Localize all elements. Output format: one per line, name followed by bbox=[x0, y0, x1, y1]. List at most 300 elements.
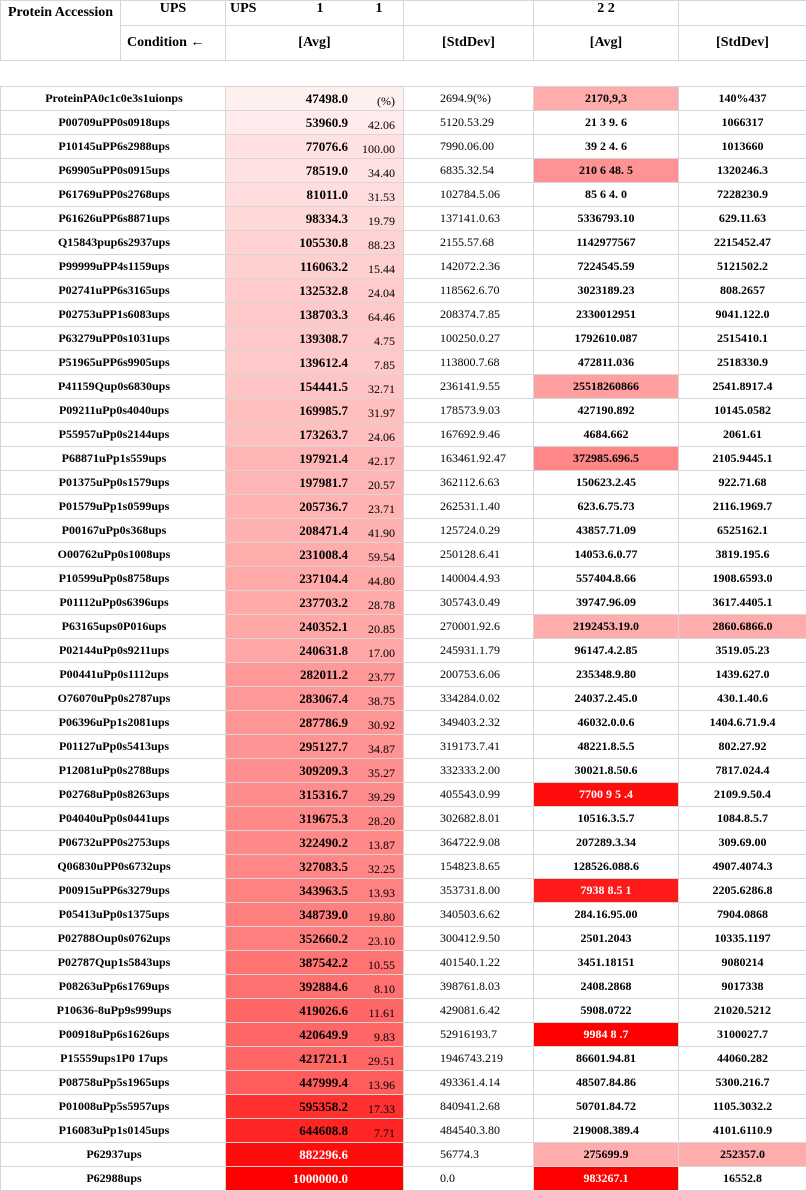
stddev-cell-1: 142072.2.36 bbox=[404, 255, 534, 279]
accession-cell: O00762uPp0s1008ups bbox=[1, 543, 226, 567]
cv-percent: 24.04 bbox=[368, 286, 395, 301]
stddev-cell-2: 3519.05.23 bbox=[679, 639, 806, 663]
stddev-cell-1: 118562.6.70 bbox=[404, 279, 534, 303]
table-row bbox=[1, 855, 806, 879]
stddev-cell-1: 262531.1.40 bbox=[404, 495, 534, 519]
avg-cell-1 bbox=[226, 543, 404, 567]
avg-cell-1 bbox=[226, 879, 404, 903]
ups-label: UPS bbox=[230, 1, 256, 16]
avg-value: 81011.0 bbox=[226, 187, 348, 203]
cv-percent: 15.44 bbox=[368, 262, 395, 277]
avg-cell-2: 50701.84.72 bbox=[534, 1095, 679, 1119]
avg-cell-1 bbox=[226, 831, 404, 855]
cv-percent: 42.17 bbox=[368, 454, 395, 469]
avg-cell-1 bbox=[226, 639, 404, 663]
table-row bbox=[1, 1119, 806, 1143]
avg-cell-1 bbox=[226, 159, 404, 183]
stddev-cell-1: 208374.7.85 bbox=[404, 303, 534, 327]
avg-cell-2: 557404.8.66 bbox=[534, 567, 679, 591]
stddev-cell-1: 429081.6.42 bbox=[404, 999, 534, 1023]
stddev-cell-2: 7904.0868 bbox=[679, 903, 806, 927]
avg-value: 138703.3 bbox=[226, 307, 348, 323]
accession-cell: Q06830uPP0s6732ups bbox=[1, 855, 226, 879]
stddev-cell-2: 21020.5212 bbox=[679, 999, 806, 1023]
accession-cell: P04040uPp0s0441ups bbox=[1, 807, 226, 831]
accession-cell: ProteinPA0c1c0e3s1uionps bbox=[1, 87, 226, 111]
table-row bbox=[1, 495, 806, 519]
avg-cell-2: 43857.71.09 bbox=[534, 519, 679, 543]
table-row bbox=[1, 351, 806, 375]
stddev-cell-1: 305743.0.49 bbox=[404, 591, 534, 615]
avg-cell-2: 150623.2.45 bbox=[534, 471, 679, 495]
avg-cell-2: 39 2 4. 6 bbox=[534, 135, 679, 159]
cv-percent: 100.00 bbox=[362, 142, 395, 157]
avg-cell-1 bbox=[226, 951, 404, 975]
accession-cell: P00709uPP0s0918ups bbox=[1, 111, 226, 135]
stddev-cell-1: 100250.0.27 bbox=[404, 327, 534, 351]
table-row bbox=[1, 423, 806, 447]
cv-percent: 39.29 bbox=[368, 790, 395, 805]
avg-cell-1 bbox=[226, 615, 404, 639]
cv-percent: 31.53 bbox=[368, 190, 395, 205]
avg-cell-1 bbox=[226, 495, 404, 519]
avg-cell-2: 983267.1 bbox=[534, 1167, 679, 1191]
cv-percent: 20.85 bbox=[368, 622, 395, 637]
avg-value: 231008.4 bbox=[226, 547, 348, 563]
avg-cell-1 bbox=[226, 927, 404, 951]
avg-value: 53960.9 bbox=[226, 115, 348, 131]
accession-cell: P51965uPP6s9905ups bbox=[1, 351, 226, 375]
stddev-cell-2: 802.27.92 bbox=[679, 735, 806, 759]
avg-value: 169985.7 bbox=[226, 403, 348, 419]
stddev-cell-1: 398761.8.03 bbox=[404, 975, 534, 999]
avg-cell-1 bbox=[226, 591, 404, 615]
accession-cell: P10145uPP6s2988ups bbox=[1, 135, 226, 159]
accession-cell: P10636-8uPp9s999ups bbox=[1, 999, 226, 1023]
avg-cell-1 bbox=[226, 1143, 404, 1167]
stddev-cell-1: 56774.3 bbox=[404, 1143, 534, 1167]
stddev-cell-2: 2061.61 bbox=[679, 423, 806, 447]
avg-value: 205736.7 bbox=[226, 499, 348, 515]
avg-value: 282011.2 bbox=[226, 667, 348, 683]
table-row bbox=[1, 903, 806, 927]
cv-percent: 34.40 bbox=[368, 166, 395, 181]
cv-percent: 42.06 bbox=[368, 118, 395, 133]
stddev-cell-1: 245931.1.79 bbox=[404, 639, 534, 663]
stddev-cell-2: 1320246.3 bbox=[679, 159, 806, 183]
cv-percent: 64.46 bbox=[368, 310, 395, 325]
stddev-cell-2: 2518330.9 bbox=[679, 351, 806, 375]
avg-cell-2: 96147.4.2.85 bbox=[534, 639, 679, 663]
avg-header-1: [Avg] bbox=[226, 26, 404, 61]
accession-cell: P61626uPP6s8871ups bbox=[1, 207, 226, 231]
avg-cell-2: 427190.892 bbox=[534, 399, 679, 423]
stddev-cell-2: 4907.4074.3 bbox=[679, 855, 806, 879]
avg-cell-1 bbox=[226, 1095, 404, 1119]
cv-percent: 23.77 bbox=[368, 670, 395, 685]
sample-22-header: 2 2 bbox=[534, 1, 679, 26]
table-row bbox=[1, 135, 806, 159]
avg-cell-1 bbox=[226, 471, 404, 495]
avg-value: 420649.9 bbox=[226, 1027, 348, 1043]
accession-cell: P61769uPP0s2768ups bbox=[1, 183, 226, 207]
spacer-row bbox=[1, 61, 806, 87]
stddev-cell-1: 840941.2.68 bbox=[404, 1095, 534, 1119]
avg-value: 197981.7 bbox=[226, 475, 348, 491]
stddev-cell-1: 5120.53.29 bbox=[404, 111, 534, 135]
avg-cell-2: 48221.8.5.5 bbox=[534, 735, 679, 759]
blank-header bbox=[404, 1, 534, 26]
avg-value: 240631.8 bbox=[226, 643, 348, 659]
avg-cell-2: 7224545.59 bbox=[534, 255, 679, 279]
table-row bbox=[1, 231, 806, 255]
stddev-cell-1: 340503.6.62 bbox=[404, 903, 534, 927]
blank-header-2 bbox=[679, 1, 806, 26]
avg-cell-2: 10516.3.5.7 bbox=[534, 807, 679, 831]
cv-percent: 20.57 bbox=[368, 478, 395, 493]
cv-percent: 23.71 bbox=[368, 502, 395, 517]
stddev-cell-2: 9041.122.0 bbox=[679, 303, 806, 327]
avg-cell-1 bbox=[226, 447, 404, 471]
avg-cell-2: 372985.696.5 bbox=[534, 447, 679, 471]
avg-value: 352660.2 bbox=[226, 931, 348, 947]
spacer-cell bbox=[1, 61, 806, 87]
table-row bbox=[1, 303, 806, 327]
accession-cell: P16083uPp1s0145ups bbox=[1, 1119, 226, 1143]
avg-value: 315316.7 bbox=[226, 787, 348, 803]
accession-cell: P01127uPp0s5413ups bbox=[1, 735, 226, 759]
avg-cell-2: 472811.036 bbox=[534, 351, 679, 375]
accession-cell: P06732uPP0s2753ups bbox=[1, 831, 226, 855]
stddev-cell-2: 2105.9445.1 bbox=[679, 447, 806, 471]
avg-cell-1 bbox=[226, 1119, 404, 1143]
protein-accession-header: Protein Accession bbox=[1, 1, 121, 61]
avg-value: 421721.1 bbox=[226, 1051, 348, 1067]
stddev-cell-2: 1013660 bbox=[679, 135, 806, 159]
avg-cell-1 bbox=[226, 183, 404, 207]
stddev-cell-2: 808.2657 bbox=[679, 279, 806, 303]
stddev-cell-1: 163461.92.47 bbox=[404, 447, 534, 471]
table-row bbox=[1, 207, 806, 231]
stddev-cell-1: 167692.9.46 bbox=[404, 423, 534, 447]
accession-cell: P08758uPp5s1965ups bbox=[1, 1071, 226, 1095]
accession-cell: P62988ups bbox=[1, 1167, 226, 1191]
stddev-cell-2: 3819.195.6 bbox=[679, 543, 806, 567]
stddev-cell-2: 3617.4405.1 bbox=[679, 591, 806, 615]
avg-cell-2: 2192453.19.0 bbox=[534, 615, 679, 639]
stddev-cell-2: 252357.0 bbox=[679, 1143, 806, 1167]
avg-cell-2: 235348.9.80 bbox=[534, 663, 679, 687]
stddev-cell-2: 309.69.00 bbox=[679, 831, 806, 855]
accession-cell: P01008uPp5s5957ups bbox=[1, 1095, 226, 1119]
avg-cell-2: 207289.3.34 bbox=[534, 831, 679, 855]
cv-percent: 35.27 bbox=[368, 766, 395, 781]
accession-cell: P00918uPp6s1626ups bbox=[1, 1023, 226, 1047]
avg-cell-2: 210 6 48. 5 bbox=[534, 159, 679, 183]
accession-cell: P15559ups1P0 17ups bbox=[1, 1047, 226, 1071]
accession-cell: Q15843pup6s2937ups bbox=[1, 231, 226, 255]
accession-cell: P02741uPP6s3165ups bbox=[1, 279, 226, 303]
avg-cell-2: 24037.2.45.0 bbox=[534, 687, 679, 711]
cv-percent: 13.87 bbox=[368, 838, 395, 853]
cv-percent: 32.25 bbox=[368, 862, 395, 877]
avg-cell-1 bbox=[226, 807, 404, 831]
table-row bbox=[1, 807, 806, 831]
stddev-header-2: [StdDev] bbox=[679, 26, 806, 61]
avg-value: 237703.2 bbox=[226, 595, 348, 611]
avg-cell-1 bbox=[226, 255, 404, 279]
stddev-cell-2: 922.71.68 bbox=[679, 471, 806, 495]
avg-cell-2: 284.16.95.00 bbox=[534, 903, 679, 927]
cv-percent: 28.20 bbox=[368, 814, 395, 829]
avg-cell-1 bbox=[226, 399, 404, 423]
accession-cell: P05413uPp0s1375ups bbox=[1, 903, 226, 927]
header-row-1 bbox=[1, 1, 806, 26]
table-row bbox=[1, 1047, 806, 1071]
avg-cell-1 bbox=[226, 231, 404, 255]
stddev-cell-1: 250128.6.41 bbox=[404, 543, 534, 567]
stddev-cell-1: 362112.6.63 bbox=[404, 471, 534, 495]
stddev-cell-2: 4101.6110.9 bbox=[679, 1119, 806, 1143]
avg-value: 116063.2 bbox=[226, 259, 348, 275]
avg-value: 348739.0 bbox=[226, 907, 348, 923]
avg-value: 419026.6 bbox=[226, 1003, 348, 1019]
table-row bbox=[1, 1143, 806, 1167]
avg-cell-2: 2330012951 bbox=[534, 303, 679, 327]
avg-cell-2: 1142977567 bbox=[534, 231, 679, 255]
cv-percent: 38.75 bbox=[368, 694, 395, 709]
avg-cell-1 bbox=[226, 663, 404, 687]
avg-cell-1 bbox=[226, 999, 404, 1023]
avg-cell-1 bbox=[226, 519, 404, 543]
stddev-cell-2: 2860.6866.0 bbox=[679, 615, 806, 639]
stddev-cell-2: 1084.8.5.7 bbox=[679, 807, 806, 831]
stddev-cell-2: 1404.6.71.9.4 bbox=[679, 711, 806, 735]
avg-value: 295127.7 bbox=[226, 739, 348, 755]
stddev-cell-2: 44060.282 bbox=[679, 1047, 806, 1071]
cv-percent: 7.85 bbox=[374, 358, 395, 373]
stddev-cell-2: 7817.024.4 bbox=[679, 759, 806, 783]
accession-cell: P41159Qup0s6830ups bbox=[1, 375, 226, 399]
accession-cell: P02787Qup1s5843ups bbox=[1, 951, 226, 975]
table-row bbox=[1, 447, 806, 471]
header-row-2 bbox=[1, 26, 806, 61]
stddev-cell-2: 2205.6286.8 bbox=[679, 879, 806, 903]
cv-percent: 17.00 bbox=[368, 646, 395, 661]
avg-cell-1 bbox=[226, 135, 404, 159]
avg-value: 283067.4 bbox=[226, 691, 348, 707]
table-row bbox=[1, 183, 806, 207]
avg-value: 208471.4 bbox=[226, 523, 348, 539]
avg-cell-1 bbox=[226, 351, 404, 375]
stddev-cell-2: 2541.8917.4 bbox=[679, 375, 806, 399]
avg-cell-1 bbox=[226, 855, 404, 879]
stddev-cell-1: 137141.0.63 bbox=[404, 207, 534, 231]
avg-cell-2: 275699.9 bbox=[534, 1143, 679, 1167]
avg-value: 392884.6 bbox=[226, 979, 348, 995]
stddev-cell-1: 302682.8.01 bbox=[404, 807, 534, 831]
table-row bbox=[1, 711, 806, 735]
stddev-cell-1: 0.0 bbox=[404, 1167, 534, 1191]
accession-cell: P02144uPp0s9211ups bbox=[1, 639, 226, 663]
stddev-cell-1: 7990.06.00 bbox=[404, 135, 534, 159]
stddev-cell-1: 334284.0.02 bbox=[404, 687, 534, 711]
avg-cell-2: 128526.088.6 bbox=[534, 855, 679, 879]
table-row bbox=[1, 327, 806, 351]
avg-value: 322490.2 bbox=[226, 835, 348, 851]
table-row bbox=[1, 663, 806, 687]
accession-cell: P08263uPp6s1769ups bbox=[1, 975, 226, 999]
cv-percent: 4.75 bbox=[374, 334, 395, 349]
avg-cell-2: 623.6.75.73 bbox=[534, 495, 679, 519]
accession-cell: P01579uPp1s0599ups bbox=[1, 495, 226, 519]
table-row bbox=[1, 639, 806, 663]
avg-cell-2: 85 6 4. 0 bbox=[534, 183, 679, 207]
avg-cell-1 bbox=[226, 903, 404, 927]
cv-percent: 13.93 bbox=[368, 886, 395, 901]
accession-cell: P63279uPP0s1031ups bbox=[1, 327, 226, 351]
stddev-cell-1: 364722.9.08 bbox=[404, 831, 534, 855]
avg-value: 287786.9 bbox=[226, 715, 348, 731]
avg-cell-1 bbox=[226, 279, 404, 303]
table-row bbox=[1, 951, 806, 975]
table-row bbox=[1, 1023, 806, 1047]
avg-cell-2: 1792610.087 bbox=[534, 327, 679, 351]
avg-value: 105530.8 bbox=[226, 235, 348, 251]
accession-cell: P69905uPP0s0915ups bbox=[1, 159, 226, 183]
accession-cell: P06396uPp1s2081ups bbox=[1, 711, 226, 735]
stddev-cell-2: 7228230.9 bbox=[679, 183, 806, 207]
avg-cell-1 bbox=[226, 303, 404, 327]
stddev-cell-1: 2694.9(%) bbox=[404, 87, 534, 111]
avg-cell-2: 7700 9 5 .4 bbox=[534, 783, 679, 807]
stddev-cell-2: 9080214 bbox=[679, 951, 806, 975]
avg-value: 387542.2 bbox=[226, 955, 348, 971]
accession-cell: P68871uPp1s559ups bbox=[1, 447, 226, 471]
avg-value: 47498.0 bbox=[226, 91, 348, 107]
stddev-cell-2: 2215452.47 bbox=[679, 231, 806, 255]
table-row bbox=[1, 687, 806, 711]
avg-cell-2: 48507.84.86 bbox=[534, 1071, 679, 1095]
avg-value: 197921.4 bbox=[226, 451, 348, 467]
avg-cell-1 bbox=[226, 687, 404, 711]
stddev-cell-2: 1105.3032.2 bbox=[679, 1095, 806, 1119]
sample-number-1: 1 bbox=[316, 1, 323, 16]
table-row bbox=[1, 87, 806, 111]
condition-header[interactable]: Condition ← bbox=[121, 26, 226, 61]
table-row bbox=[1, 375, 806, 399]
accession-cell: P00915uPP6s3279ups bbox=[1, 879, 226, 903]
avg-value: 154441.5 bbox=[226, 379, 348, 395]
avg-cell-1 bbox=[226, 87, 404, 111]
accession-cell: P99999uPP4s1159ups bbox=[1, 255, 226, 279]
avg-value: 644608.8 bbox=[226, 1123, 348, 1139]
avg-cell-1 bbox=[226, 327, 404, 351]
avg-cell-1 bbox=[226, 783, 404, 807]
avg-cell-1 bbox=[226, 1167, 404, 1191]
avg-cell-1 bbox=[226, 207, 404, 231]
stddev-cell-1: 270001.92.6 bbox=[404, 615, 534, 639]
accession-cell: P01375uPp0s1579ups bbox=[1, 471, 226, 495]
avg-value: 78519.0 bbox=[226, 163, 348, 179]
avg-cell-2: 30021.8.50.6 bbox=[534, 759, 679, 783]
stddev-cell-1: 1946743.219 bbox=[404, 1047, 534, 1071]
table-row bbox=[1, 615, 806, 639]
stddev-cell-1: 102784.5.06 bbox=[404, 183, 534, 207]
avg-cell-1 bbox=[226, 423, 404, 447]
stddev-cell-1: 332333.2.00 bbox=[404, 759, 534, 783]
avg-cell-2: 25518260866 bbox=[534, 375, 679, 399]
avg-cell-2: 2170,9,3 bbox=[534, 87, 679, 111]
table-row bbox=[1, 831, 806, 855]
stddev-cell-2: 10335.1197 bbox=[679, 927, 806, 951]
stddev-cell-1: 319173.7.41 bbox=[404, 735, 534, 759]
avg-value: 309209.3 bbox=[226, 763, 348, 779]
cv-percent: 23.10 bbox=[368, 934, 395, 949]
stddev-header-1: [StdDev] bbox=[404, 26, 534, 61]
avg-value: 240352.1 bbox=[226, 619, 348, 635]
cv-percent: (%) bbox=[377, 94, 395, 109]
avg-cell-1 bbox=[226, 735, 404, 759]
accession-cell: P12081uPp0s2788ups bbox=[1, 759, 226, 783]
avg-cell-1 bbox=[226, 975, 404, 999]
table-row bbox=[1, 543, 806, 567]
cv-percent: 7.71 bbox=[374, 1126, 395, 1141]
accession-cell: O76070uPp0s2787ups bbox=[1, 687, 226, 711]
avg-cell-2: 14053.6.0.77 bbox=[534, 543, 679, 567]
table-row bbox=[1, 279, 806, 303]
avg-cell-1 bbox=[226, 567, 404, 591]
stddev-cell-1: 6835.32.54 bbox=[404, 159, 534, 183]
stddev-cell-2: 6525162.1 bbox=[679, 519, 806, 543]
avg-value: 237104.4 bbox=[226, 571, 348, 587]
stddev-cell-2: 10145.0582 bbox=[679, 399, 806, 423]
stddev-cell-1: 353731.8.00 bbox=[404, 879, 534, 903]
stddev-cell-2: 2109.9.50.4 bbox=[679, 783, 806, 807]
cv-percent: 30.92 bbox=[368, 718, 395, 733]
table-row bbox=[1, 591, 806, 615]
table-row bbox=[1, 399, 806, 423]
stddev-cell-1: 300412.9.50 bbox=[404, 927, 534, 951]
stddev-cell-1: 2155.57.68 bbox=[404, 231, 534, 255]
cv-percent: 8.10 bbox=[374, 982, 395, 997]
stddev-cell-2: 140%437 bbox=[679, 87, 806, 111]
cv-percent: 9.83 bbox=[374, 1030, 395, 1045]
accession-cell: P55957uPp0s2144ups bbox=[1, 423, 226, 447]
avg-cell-1 bbox=[226, 111, 404, 135]
avg-cell-2: 2408.2868 bbox=[534, 975, 679, 999]
stddev-cell-1: 125724.0.29 bbox=[404, 519, 534, 543]
stddev-cell-2: 2515410.1 bbox=[679, 327, 806, 351]
cv-percent: 88.23 bbox=[368, 238, 395, 253]
avg-value: 139308.7 bbox=[226, 331, 348, 347]
cv-percent: 44.80 bbox=[368, 574, 395, 589]
stddev-cell-1: 484540.3.80 bbox=[404, 1119, 534, 1143]
cv-percent: 28.78 bbox=[368, 598, 395, 613]
cv-percent: 11.61 bbox=[368, 1006, 395, 1021]
table-row bbox=[1, 1071, 806, 1095]
avg-cell-2: 46032.0.0.6 bbox=[534, 711, 679, 735]
sample-number-2: 1 bbox=[375, 1, 382, 16]
table-row bbox=[1, 1095, 806, 1119]
cv-percent: 17.33 bbox=[368, 1102, 395, 1117]
ups-header-b bbox=[226, 1, 404, 26]
ups-header-a: UPS bbox=[121, 1, 226, 26]
avg-cell-1 bbox=[226, 1047, 404, 1071]
stddev-cell-2: 1066317 bbox=[679, 111, 806, 135]
cv-percent: 19.80 bbox=[368, 910, 395, 925]
stddev-cell-1: 401540.1.22 bbox=[404, 951, 534, 975]
